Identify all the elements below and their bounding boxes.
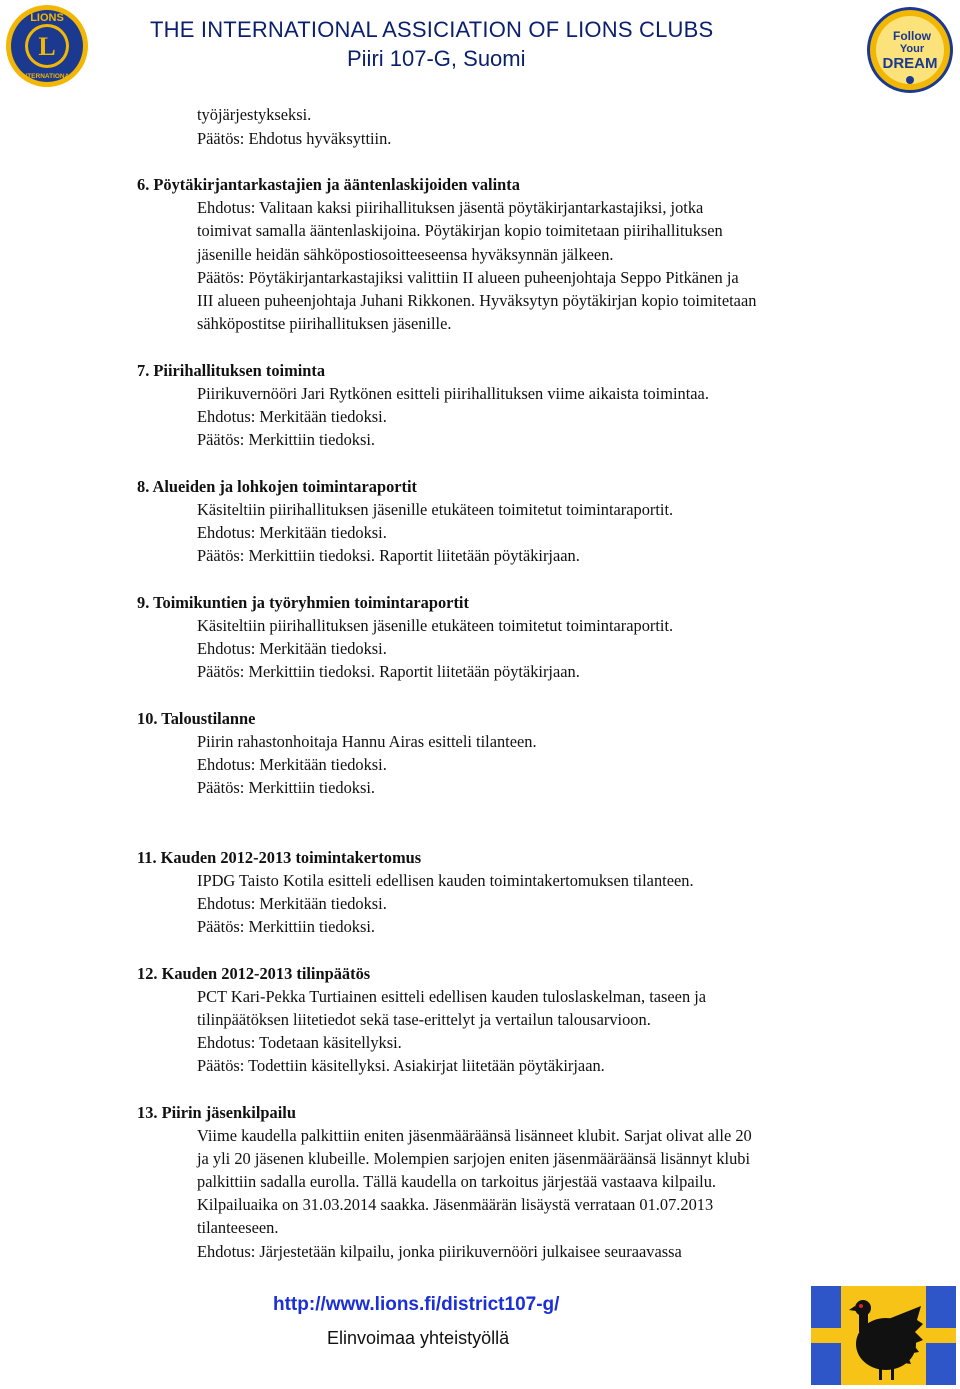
- section-6-line-6: sähköpostitse piirihallituksen jäsenille.: [197, 314, 452, 333]
- section-12-line-4: Päätös: Todettiin käsitellyksi. Asiakirjat liitetään pöytäkirjaan.: [197, 1056, 605, 1075]
- section-10-line-2: Ehdotus: Merkitään tiedoksi.: [197, 755, 387, 774]
- dream-logo-line1: Follow: [893, 29, 931, 43]
- section-11-line-1: IPDG Taisto Kotila esitteli edellisen kauden toimintakertomuksen tilanteen.: [197, 871, 694, 890]
- section-5-line-1: työjärjestykseksi.: [197, 105, 312, 124]
- section-10-heading: 10. Taloustilanne: [137, 709, 256, 728]
- section-10-line-3: Päätös: Merkittiin tiedoksi.: [197, 778, 376, 797]
- section-12-line-3: Ehdotus: Todetaan käsitellyksi.: [197, 1033, 402, 1052]
- section-8-line-1: Käsiteltiin piirihallituksen jäsenille etukäteen toimitetut toimintaraportit.: [197, 500, 674, 519]
- section-9-line-2: Ehdotus: Merkitään tiedoksi.: [197, 639, 387, 658]
- lions-logo-bottom-text: INTERNATIONAL: [20, 73, 74, 80]
- section-9-heading: 9. Toimikuntien ja työryhmien toimintaraportit: [137, 593, 469, 612]
- footer-slogan: Elinvoimaa yhteistyöllä: [327, 1328, 510, 1348]
- lions-logo-letter: L: [38, 32, 56, 61]
- section-7-line-3: Päätös: Merkittiin tiedoksi.: [197, 430, 376, 449]
- district-flag-emblem: [811, 1286, 956, 1385]
- section-11-line-2: Ehdotus: Merkitään tiedoksi.: [197, 894, 387, 913]
- section-7-line-2: Ehdotus: Merkitään tiedoksi.: [197, 407, 387, 426]
- section-10-line-1: Piirin rahastonhoitaja Hannu Airas esitteli tilanteen.: [197, 732, 537, 751]
- dream-logo-line2: Your: [899, 43, 925, 55]
- section-8-line-3: Päätös: Merkittiin tiedoksi. Raportit liitetään pöytäkirjaan.: [197, 546, 580, 565]
- section-6-line-3: jäsenille heidän sähköpostiosoitteeseensa hyväksynnän jälkeen.: [197, 245, 614, 264]
- section-9-line-1: Käsiteltiin piirihallituksen jäsenille etukäteen toimitetut toimintaraportit.: [197, 616, 674, 635]
- section-6-heading: 6. Pöytäkirjantarkastajien ja ääntenlaskijoiden valinta: [137, 175, 520, 194]
- section-13-heading: 13. Piirin jäsenkilpailu: [137, 1103, 296, 1122]
- section-8-heading: 8. Alueiden ja lohkojen toimintaraportit: [137, 477, 418, 496]
- section-13-line-3: palkittiin sadalla eurolla. Tällä kaudella on tarkoitus järjestää vastaava kilpailu.: [197, 1172, 717, 1191]
- section-6-line-1: Ehdotus: Valitaan kaksi piirihallituksen jäsentä pöytäkirjantarkastajiksi, jotka: [197, 198, 704, 217]
- section-11-line-3: Päätös: Merkittiin tiedoksi.: [197, 917, 376, 936]
- section-6-line-4: Päätös: Pöytäkirjantarkastajiksi valittiin II alueen puheenjohtaja Seppo Pitkänen ja: [197, 268, 739, 287]
- footer-website-link[interactable]: http://www.lions.fi/district107-g/: [273, 1294, 560, 1315]
- dream-logo-line3: DREAM: [882, 55, 938, 72]
- section-6-line-5: III alueen puheenjohtaja Juhani Rikkonen. Hyväksytyn pöytäkirjan kopio toimitetaan: [197, 291, 757, 310]
- section-12-line-1: PCT Kari-Pekka Turtiainen esitteli edellisen kauden tuloslaskelman, taseen ja: [197, 987, 707, 1006]
- section-7-line-1: Piirikuvernööri Jari Rytkönen esitteli piirihallituksen viime aikaista toimintaa.: [197, 384, 709, 403]
- section-12-heading: 12. Kauden 2012-2013 tilinpäätös: [137, 964, 371, 983]
- header-subtitle: Piiri 107-G, Suomi: [347, 46, 526, 71]
- section-11-heading: 11. Kauden 2012-2013 toimintakertomus: [137, 848, 422, 867]
- follow-your-dream-logo: [866, 6, 954, 94]
- section-13-line-5: tilanteeseen.: [197, 1218, 279, 1237]
- lions-international-logo: [5, 4, 89, 88]
- section-12-line-2: tilinpäätöksen liitetiedot sekä tase-erittelyt ja vertailun talousarvioon.: [197, 1010, 651, 1029]
- section-8-line-2: Ehdotus: Merkitään tiedoksi.: [197, 523, 387, 542]
- section-13-line-2: ja yli 20 jäsenen klubeille. Molempien sarjojen eniten jäsenmääräänsä lisännyt klubi: [197, 1149, 751, 1168]
- section-6-line-2: toimivat samalla ääntenlaskijoina. Pöytäkirjan kopio toimitetaan piirihallituksen: [197, 221, 723, 240]
- section-13-line-1: Viime kaudella palkittiin eniten jäsenmääräänsä lisänneet klubit. Sarjat olivat alle 20: [197, 1126, 752, 1145]
- lions-logo-top-text: LIONS: [30, 12, 64, 24]
- section-5-line-2: Päätös: Ehdotus hyväksyttiin.: [197, 129, 392, 148]
- section-7-heading: 7. Piirihallituksen toiminta: [137, 361, 326, 380]
- header-title: THE INTERNATIONAL ASSICIATION OF LIONS CLUBS: [150, 17, 714, 42]
- section-9-line-3: Päätös: Merkittiin tiedoksi. Raportit liitetään pöytäkirjaan.: [197, 662, 580, 681]
- section-13-line-6: Ehdotus: Järjestetään kilpailu, jonka piirikuvernööri julkaisee seuraavassa: [197, 1242, 682, 1261]
- section-13-line-4: Kilpailuaika on 31.03.2014 saakka. Jäsenmäärän lisäystä verrataan 01.07.2013: [197, 1195, 714, 1214]
